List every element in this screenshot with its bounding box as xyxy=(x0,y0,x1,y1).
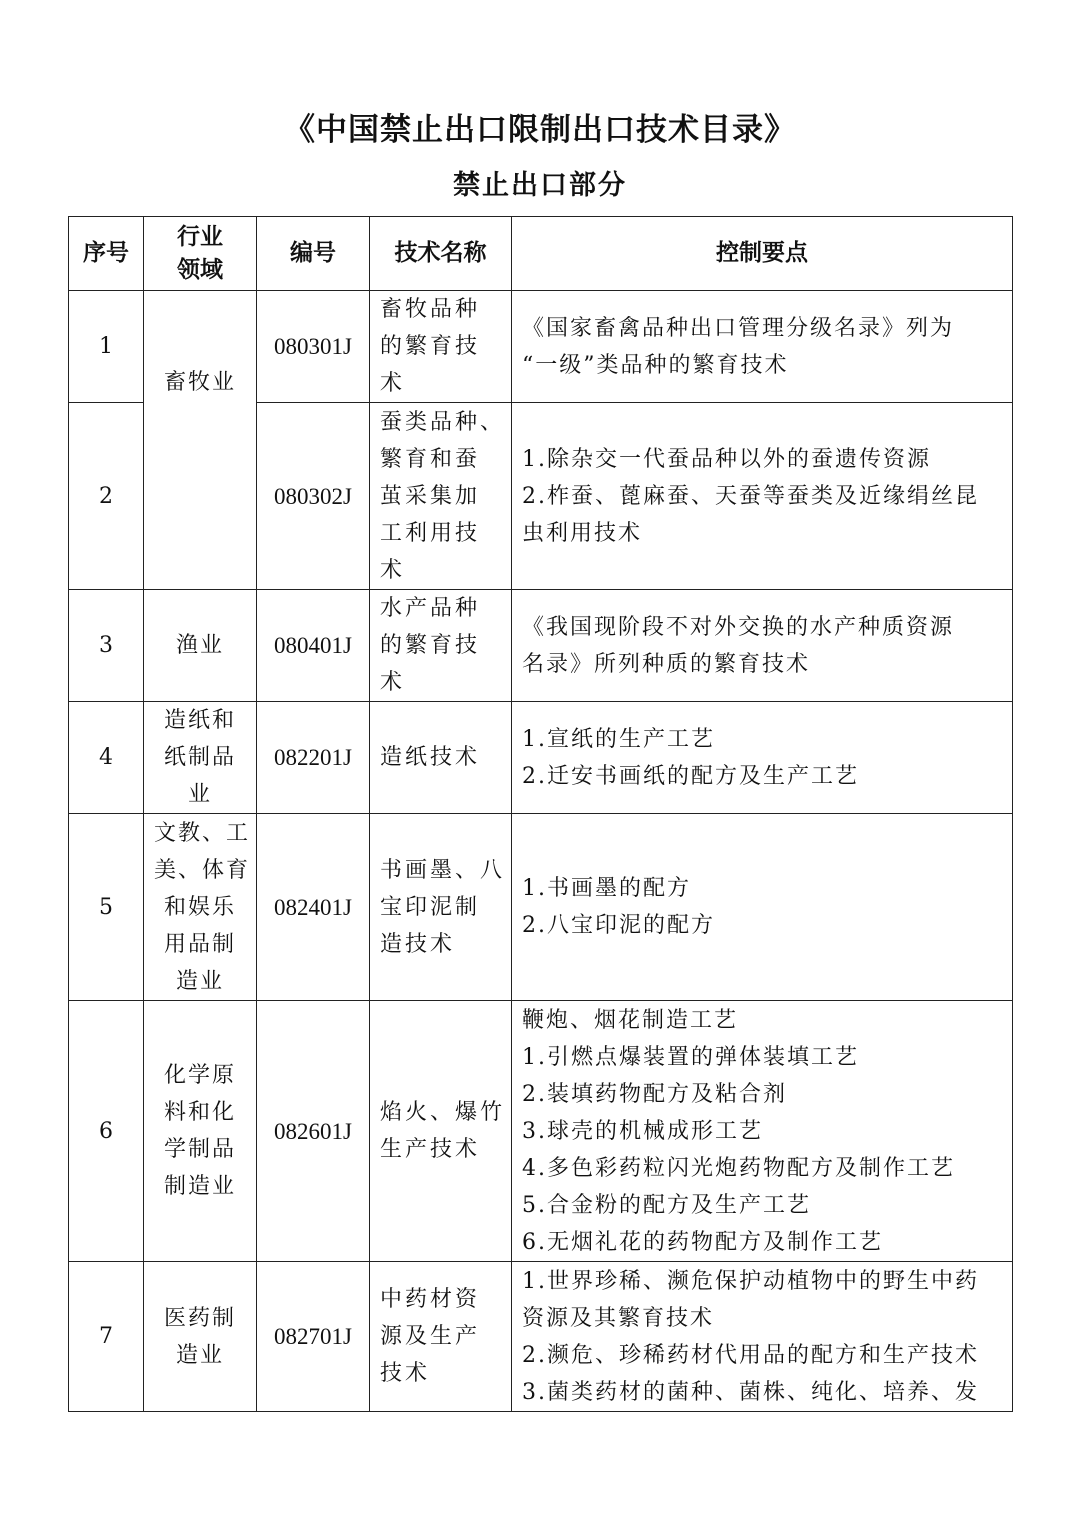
table-row xyxy=(69,1001,1013,1262)
control-line: 鞭炮、烟花制造工艺 xyxy=(522,1007,739,1033)
cell-seq: 6 xyxy=(69,1001,144,1262)
name-line: 蚕类品种、 xyxy=(380,409,506,435)
cell-tech-name xyxy=(370,702,512,814)
name-line: 造技术 xyxy=(380,931,456,957)
name-line: 术 xyxy=(380,371,406,396)
cell-tech-name xyxy=(370,1262,512,1412)
name-line: 的繁育技 xyxy=(380,334,481,359)
industry-line: 渔业 xyxy=(175,633,224,658)
cell-tech-name xyxy=(370,403,512,590)
cell-code: 082201J xyxy=(257,702,370,814)
table-header-row xyxy=(69,217,1013,291)
name-line: 水产品种 xyxy=(380,596,481,621)
name-line: 术 xyxy=(380,557,406,583)
control-line: 名录》所列种质的繁育技术 xyxy=(522,651,811,677)
name-line: 工利用技 xyxy=(380,520,481,546)
control-line: 6.无烟礼花的药物配方及制作工艺 xyxy=(522,1229,883,1255)
cell-tech-name xyxy=(370,590,512,702)
table-row xyxy=(69,1262,1013,1412)
control-line: 3.球壳的机械成形工艺 xyxy=(522,1118,763,1144)
control-line: 1.书画墨的配方 xyxy=(522,876,691,901)
name-line: 中药材资 xyxy=(380,1287,481,1312)
control-line: 2.装填药物配方及粘合剂 xyxy=(522,1081,787,1107)
cell-tech-name xyxy=(370,291,512,403)
name-line: 造纸技术 xyxy=(380,745,481,770)
industry-line: 造纸和 xyxy=(163,708,236,733)
industry-line: 医药制 xyxy=(163,1305,236,1331)
section-subtitle: 禁止出口部分 xyxy=(453,170,627,201)
cell-code: 082601J xyxy=(257,1001,370,1262)
cell-industry xyxy=(144,702,257,814)
cell-control-points xyxy=(512,814,1013,1001)
cell-tech-name xyxy=(370,1001,512,1262)
control-line: 1.世界珍稀、濒危保护动植物中的野生中药 xyxy=(522,1268,979,1294)
industry-line: 纸制品 xyxy=(163,745,236,770)
control-line: 2.迁安书画纸的配方及生产工艺 xyxy=(522,763,859,789)
cell-control-points xyxy=(512,403,1013,590)
name-line: 繁育和蚕 xyxy=(380,446,481,472)
name-line: 茧采集加 xyxy=(380,483,481,509)
cell-seq: 4 xyxy=(69,702,144,814)
industry-line: 用品制 xyxy=(163,931,236,957)
cell-control-points xyxy=(512,702,1013,814)
header-seq: 序号 xyxy=(69,217,144,291)
header-control: 控制要点 xyxy=(512,217,1013,291)
cell-seq: 3 xyxy=(69,590,144,702)
header-industry-line2: 领域 xyxy=(177,256,223,283)
table-row xyxy=(69,814,1013,1001)
control-line: “一级”类品种的繁育技术 xyxy=(522,352,789,378)
control-line: 5.合金粉的配方及生产工艺 xyxy=(522,1192,811,1218)
industry-line: 料和化 xyxy=(163,1100,236,1125)
control-line: 《国家畜禽品种出口管理分级名录》列为 xyxy=(522,315,955,341)
header-industry xyxy=(144,217,257,291)
industry-line: 美、体育 xyxy=(154,857,251,883)
cell-industry xyxy=(144,814,257,1001)
name-line: 技术 xyxy=(380,1361,431,1386)
name-line: 宝印泥制 xyxy=(380,894,481,920)
control-line: 1.除杂交一代蚕品种以外的蚕遗传资源 xyxy=(522,446,931,472)
industry-line: 造业 xyxy=(175,968,224,994)
control-line: 资源及其繁育技术 xyxy=(522,1305,715,1331)
industry-line: 文教、工 xyxy=(154,820,251,846)
page-title: 《中国禁止出口限制出口技术目录》 xyxy=(284,112,796,148)
industry-line: 畜牧业 xyxy=(163,369,236,395)
control-line: 4.多色彩药粒闪光炮药物配方及制作工艺 xyxy=(522,1155,955,1181)
name-line: 源及生产 xyxy=(380,1324,481,1349)
industry-line: 和娱乐 xyxy=(163,894,236,920)
name-line: 的繁育技 xyxy=(380,633,481,658)
industry-line: 学制品 xyxy=(163,1137,236,1162)
control-line: 《我国现阶段不对外交换的水产种质资源 xyxy=(522,614,955,640)
cell-code: 080401J xyxy=(257,590,370,702)
cell-industry xyxy=(144,1001,257,1262)
industry-line: 造业 xyxy=(175,1342,224,1368)
control-line: 2.濒危、珍稀药材代用品的配方和生产技术 xyxy=(522,1342,979,1368)
cell-seq: 7 xyxy=(69,1262,144,1412)
cell-control-points xyxy=(512,1001,1013,1262)
control-line: 虫利用技术 xyxy=(522,520,643,546)
name-line: 畜牧品种 xyxy=(380,297,481,322)
cell-industry xyxy=(144,291,257,590)
cell-control-points xyxy=(512,1262,1013,1412)
cell-industry xyxy=(144,1262,257,1412)
header-name: 技术名称 xyxy=(370,217,512,291)
control-line: 3.菌类药材的菌种、菌株、纯化、培养、发 xyxy=(522,1379,979,1405)
industry-line: 制造业 xyxy=(163,1174,236,1199)
cell-seq: 5 xyxy=(69,814,144,1001)
header-industry-line1: 行业 xyxy=(177,223,223,250)
name-line: 书画墨、八 xyxy=(380,857,506,883)
control-line: 1.引燃点爆装置的弹体装填工艺 xyxy=(522,1044,859,1070)
table-row xyxy=(69,702,1013,814)
industry-line: 业 xyxy=(187,782,212,807)
cell-control-points xyxy=(512,291,1013,403)
cell-code: 080302J xyxy=(257,403,370,590)
control-line: 2.八宝印泥的配方 xyxy=(522,913,715,938)
header-code: 编号 xyxy=(257,217,370,291)
cell-industry xyxy=(144,590,257,702)
cell-control-points xyxy=(512,590,1013,702)
cell-seq: 2 xyxy=(69,403,144,590)
cell-code: 082701J xyxy=(257,1262,370,1412)
industry-line: 化学原 xyxy=(163,1063,236,1088)
table-row xyxy=(69,590,1013,702)
table-row xyxy=(69,291,1013,403)
name-line: 术 xyxy=(380,670,406,695)
cell-code: 080301J xyxy=(257,291,370,403)
catalog-table xyxy=(68,216,1013,1412)
name-line: 生产技术 xyxy=(380,1137,481,1162)
cell-seq: 1 xyxy=(69,291,144,403)
control-line: 1.宣纸的生产工艺 xyxy=(522,726,715,752)
cell-code: 082401J xyxy=(257,814,370,1001)
control-line: 2.柞蚕、蓖麻蚕、天蚕等蚕类及近缘绢丝昆 xyxy=(522,483,979,509)
cell-tech-name xyxy=(370,814,512,1001)
name-line: 焰火、爆竹 xyxy=(380,1100,506,1125)
